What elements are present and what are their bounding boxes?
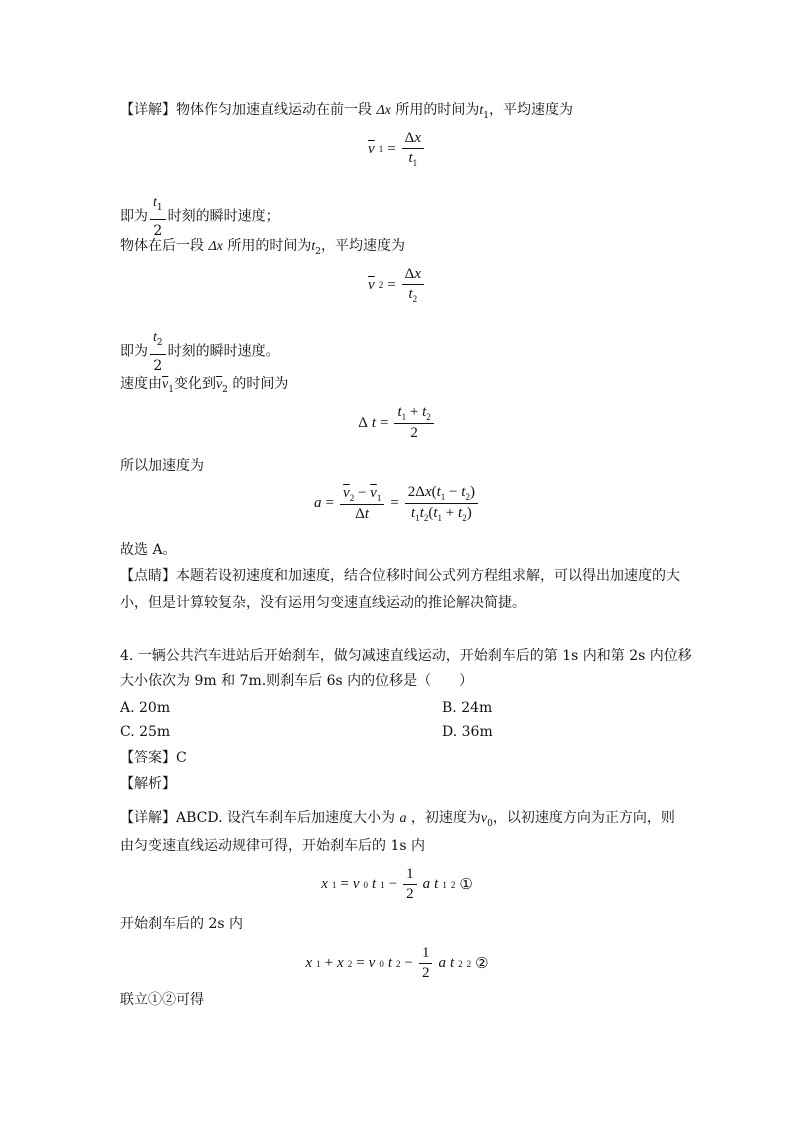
detail-2-line-1: 【详解】ABCD. 设汽车刹车后加速度大小为 a ，初速度为$v_0$，以初速度方向为正方向，则 xyxy=(120,810,675,829)
detail-line-2: 即为 $\frac{t_1}{2}$ 时刻的瞬时速度； xyxy=(120,192,280,241)
detail-line-4: 即为 $\frac{t_2}{2}$ 时刻的瞬时速度。 xyxy=(120,327,280,376)
equation-v1: $\overline{v}$ 1 = $\frac{\Delta x}{t_1}$ xyxy=(0,130,794,168)
detail-line-3: 物体在后一段 Δx 所用的时间为$t_2$，平均速度为 xyxy=(120,238,405,257)
choice-a: A. 20m xyxy=(120,700,171,716)
choice-b: B. 24m xyxy=(442,700,493,716)
detail-line-5: 速度由$\overline{v}_1$变化到$\overline{v}_2$ 的时间为 xyxy=(120,376,289,395)
equation-dt: Δ t = $\frac{t_1 + t_2}{2}$ xyxy=(0,404,794,442)
detail-line-6: 所以加速度为 xyxy=(120,458,204,474)
detail-2-line-4: 联立①②可得 xyxy=(120,992,204,1008)
analysis-tag: 【解析】 xyxy=(120,776,176,792)
equation-a: a = $\frac{\overline{v}_2 - \overline{v}_1}{\Delta t}$ = $\frac{2\Delta x(t_1 - t_2)}{t_1t_2(t_1 + t_2)}$ xyxy=(0,484,794,523)
comment-line-2: 小，但是计算较复杂，没有运用匀变速直线运动的推论解决简捷。 xyxy=(120,595,526,611)
detail-line-1: 【详解】物体作匀加速直线运动在前一段 Δx 所用的时间为$t_1$，平均速度为 xyxy=(120,102,573,121)
choose-a-line: 故选 A。 xyxy=(120,542,177,558)
choice-c: C. 25m xyxy=(120,724,171,740)
choice-d: D. 36m xyxy=(442,724,493,740)
detail-2-line-2: 由匀变速直线运动规律可得，开始刹车后的 1s 内 xyxy=(120,838,425,854)
answer-line: 【答案】C xyxy=(120,750,187,766)
equation-v2: $\overline{v}$ 2 = $\frac{\Delta x}{t_2}$ xyxy=(0,266,794,304)
detail-2-line-3: 开始刹车后的 2s 内 xyxy=(120,916,243,932)
comment-line-1: 【点睛】本题若设初速度和加速度，结合位移时间公式列方程组求解，可以得出加速度的大 xyxy=(120,568,680,584)
detail-tag: 【详解】 xyxy=(120,102,176,118)
question-4-line-1: 4. 一辆公共汽车进站后开始刹车，做匀减速直线运动，开始刹车后的第 1s 内和第 2s 内位移 xyxy=(120,648,692,664)
equation-x1: x 1 = v 0 t 1 − $\frac{1}{2}$ a t 1 2 ① xyxy=(321,866,473,902)
question-4-line-2: 大小依次为 9m 和 7m.则刹车后 6s 内的位移是（ ） xyxy=(120,673,474,689)
equation-x1-x2: x 1 + x 2 = v 0 t 2 − $\frac{1}{2}$ a t 2 2 ② xyxy=(305,945,489,981)
